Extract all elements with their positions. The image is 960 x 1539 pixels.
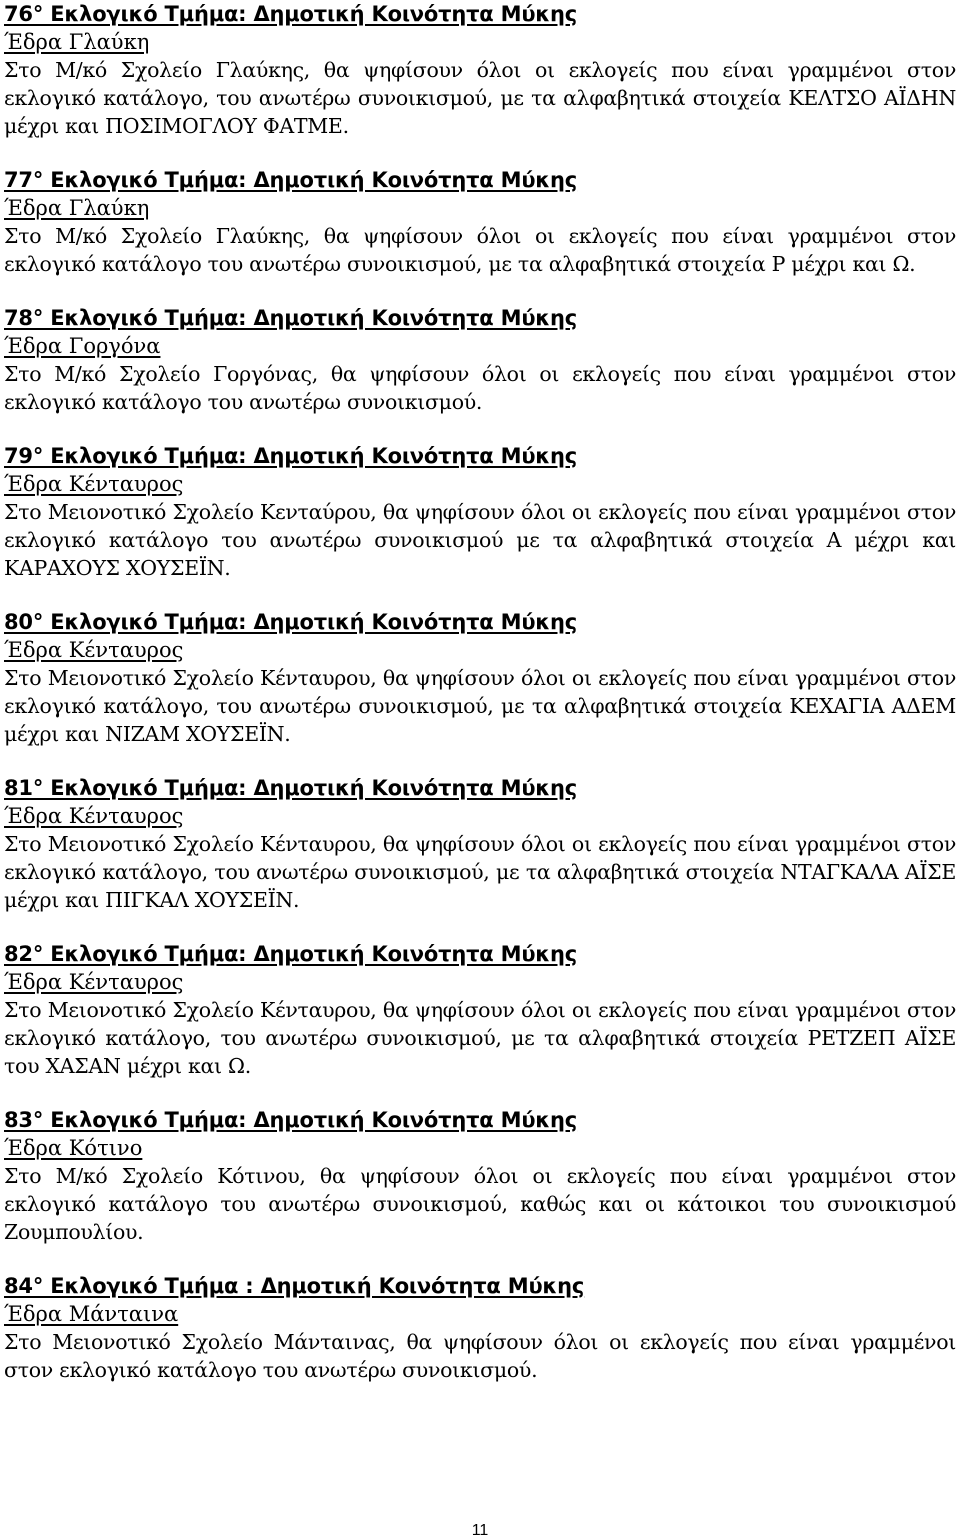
section-seat: Έδρα Κένταυρος xyxy=(4,804,184,828)
section-77 xyxy=(4,166,956,278)
section-seat: Έδρα Κότινο xyxy=(4,1136,143,1160)
section-body: Στο Μειονοτικό Σχολείο Κένταυρου, θα ψηφίσουν όλοι οι εκλογείς που είναι γραμμένοι στον εκλογικό κατάλογο, του ανωτέρω συνοικισμού, με τα αλφαβητικά στοιχεία ΚΕΧΑΓΙΑ ΑΔΕΜ μέχρι και ΝΙΖΑΜ ΧΟΥΣΕΪΝ. xyxy=(4,666,956,746)
section-heading: 77° Εκλογικό Τμήμα: Δημοτική Κοινότητα Μύκης xyxy=(4,168,578,192)
section-82 xyxy=(4,940,956,1080)
section-body: Στο Μειονοτικό Σχολείο Μάνταινας, θα ψηφίσουν όλοι οι εκλογείς που είναι γραμμένοι στον εκλογικό κατάλογο του ανωτέρω συνοικισμού. xyxy=(4,1330,956,1382)
section-84 xyxy=(4,1272,956,1384)
section-body: Στο Μειονοτικό Σχολείο Κένταυρου, θα ψηφίσουν όλοι οι εκλογείς που είναι γραμμένοι στον εκλογικό κατάλογο, του ανωτέρω συνοικισμού, με τα αλφαβητικά στοιχεία ΝΤΑΓΚΑΛΑ ΑΪΣΕ μέχρι και ΠΙΓΚΑΛ ΧΟΥΣΕΪΝ. xyxy=(4,832,956,912)
section-83 xyxy=(4,1106,956,1246)
section-body: Στο Μ/κό Σχολείο Γλαύκης, θα ψηφίσουν όλοι οι εκλογείς που είναι γραμμένοι στον εκλογικό κατάλογο του ανωτέρω συνοικισμού, με τα αλφαβητικά στοιχεία Ρ μέχρι και Ω. xyxy=(4,224,956,276)
section-heading: 82° Εκλογικό Τμήμα: Δημοτική Κοινότητα Μύκης xyxy=(4,942,578,966)
section-body: Στο Μειονοτικό Σχολείο Κένταυρου, θα ψηφίσουν όλοι οι εκλογείς που είναι γραμμένοι στον εκλογικό κατάλογο, του ανωτέρω συνοικισμού, με τα αλφαβητικά στοιχεία ΡΕΤΖΕΠ ΑΪΣΕ του ΧΑΣΑΝ μέχρι και Ω. xyxy=(4,998,956,1078)
section-81 xyxy=(4,774,956,914)
section-seat: Έδρα Κένταυρος xyxy=(4,970,184,994)
section-80 xyxy=(4,608,956,748)
section-body: Στο Μειονοτικό Σχολείο Κενταύρου, θα ψηφίσουν όλοι οι εκλογείς που είναι γραμμένοι στον εκλογικό κατάλογο του ανωτέρω συνοικισμού με τα αλφαβητικά στοιχεία Α μέχρι και ΚΑΡΑΧΟΥΣ ΧΟΥΣΕΪΝ. xyxy=(4,500,956,580)
section-heading: 80° Εκλογικό Τμήμα: Δημοτική Κοινότητα Μύκης xyxy=(4,610,578,634)
section-heading: 79° Εκλογικό Τμήμα: Δημοτική Κοινότητα Μύκης xyxy=(4,444,578,468)
section-body: Στο Μ/κό Σχολείο Γλαύκης, θα ψηφίσουν όλοι οι εκλογείς που είναι γραμμένοι στον εκλογικό κατάλογο, του ανωτέρω συνοικισμού, με τα αλφαβητικά στοιχεία ΚΕΛΤΣΟ ΑΪΔΗΝ μέχρι και ΠΟΣΙΜΟΓΛΟΥ ΦΑΤΜΕ. xyxy=(4,58,956,138)
page-number: 11 xyxy=(471,1522,489,1539)
section-heading: 78° Εκλογικό Τμήμα: Δημοτική Κοινότητα Μύκης xyxy=(4,306,578,330)
document-page xyxy=(4,0,956,1410)
section-seat: Έδρα Μάνταινα xyxy=(4,1302,179,1326)
section-seat: Έδρα Κένταυρος xyxy=(4,472,184,496)
section-seat: Έδρα Γλαύκη xyxy=(4,30,150,54)
section-heading: 84° Εκλογικό Τμήμα : Δημοτική Κοινότητα Μύκης xyxy=(4,1274,585,1298)
section-heading: 76° Εκλογικό Τμήμα: Δημοτική Κοινότητα Μύκης xyxy=(4,2,578,26)
section-body: Στο Μ/κό Σχολείο Κότινου, θα ψηφίσουν όλοι οι εκλογείς που είναι γραμμένοι στον εκλογικό κατάλογο του ανωτέρω συνοικισμού, καθώς και οι κάτοικοι του συνοικισμού Ζουμπουλίου. xyxy=(4,1164,956,1244)
section-heading: 81° Εκλογικό Τμήμα: Δημοτική Κοινότητα Μύκης xyxy=(4,776,578,800)
section-79 xyxy=(4,442,956,582)
section-body: Στο Μ/κό Σχολείο Γοργόνας, θα ψηφίσουν όλοι οι εκλογείς που είναι γραμμένοι στον εκλογικό κατάλογο του ανωτέρω συνοικισμού. xyxy=(4,362,956,414)
section-seat: Έδρα Κένταυρος xyxy=(4,638,184,662)
section-seat: Έδρα Γοργόνα xyxy=(4,334,161,358)
section-76 xyxy=(4,0,956,140)
section-heading: 83° Εκλογικό Τμήμα: Δημοτική Κοινότητα Μύκης xyxy=(4,1108,578,1132)
section-78 xyxy=(4,304,956,416)
section-seat: Έδρα Γλαύκη xyxy=(4,196,150,220)
